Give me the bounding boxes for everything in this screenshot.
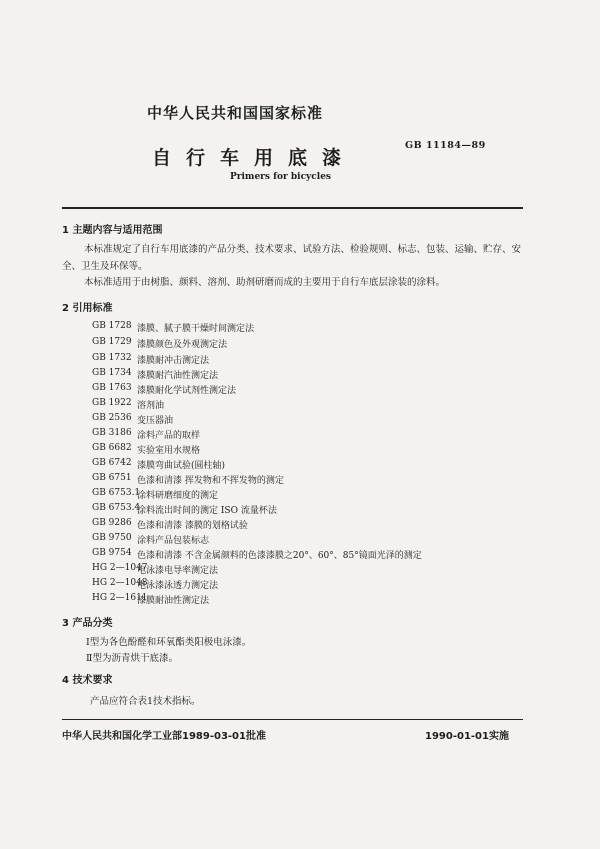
reference-code: GB 1728 xyxy=(92,321,132,331)
section-4-text: 产品应符合表1技术指标。 xyxy=(90,696,201,707)
reference-title: 涂料产品包装标志 xyxy=(137,536,210,546)
reference-title: 涂料产品的取样 xyxy=(137,431,201,441)
reference-title: 漆膜耐化学试剂性测定法 xyxy=(137,386,237,396)
document-title-english: Primers for bicycles xyxy=(230,172,331,182)
reference-code: GB 1922 xyxy=(92,398,132,408)
reference-code: GB 9750 xyxy=(92,533,132,543)
reference-title: 漆膜耐冲击测定法 xyxy=(137,356,210,366)
reference-title: 色漆和清漆 漆膜的划格试验 xyxy=(137,521,248,531)
reference-code: GB 3186 xyxy=(92,428,132,438)
reference-code: GB 6742 xyxy=(92,458,132,468)
effective-date: 1990-01-01实施 xyxy=(425,731,509,742)
reference-title: 漆膜弯曲试验(圆柱轴) xyxy=(137,461,226,471)
national-standard-label: 中华人民共和国国家标准 xyxy=(147,104,324,122)
reference-title: 电泳漆电导率测定法 xyxy=(137,566,219,576)
reference-code: GB 1734 xyxy=(92,368,132,378)
reference-code: HG 2—1611 xyxy=(92,593,148,603)
reference-title: 涂料研磨细度的测定 xyxy=(137,491,219,501)
header-rule xyxy=(62,207,523,209)
reference-code: GB 9754 xyxy=(92,548,132,558)
section-4-heading: 4 技术要求 xyxy=(62,675,113,686)
reference-title: 漆膜、腻子膜干燥时间测定法 xyxy=(137,324,255,334)
reference-title: 实验室用水规格 xyxy=(137,446,201,456)
reference-code: GB 6751 xyxy=(92,473,132,483)
reference-code: GB 9286 xyxy=(92,518,132,528)
document-title: 自行车用底漆 xyxy=(152,147,357,169)
reference-code: GB 2536 xyxy=(92,413,132,423)
section-1-heading: 1 主题内容与适用范围 xyxy=(62,225,163,236)
reference-code: GB 1729 xyxy=(92,337,132,347)
reference-title: 溶剂油 xyxy=(137,401,165,411)
reference-code: GB 6682 xyxy=(92,443,132,453)
reference-title: 色漆和清漆 不含金属颜料的色漆漆膜之20°、60°、85°镜面光泽的测定 xyxy=(137,551,422,561)
reference-title: 漆膜耐汽油性测定法 xyxy=(137,371,219,381)
reference-code: GB 1732 xyxy=(92,353,132,363)
footer-rule xyxy=(62,719,523,720)
reference-code: HG 2—1048 xyxy=(92,578,148,588)
section-1-paragraph-1-line-1: 本标准规定了自行车用底漆的产品分类、技术要求、试验方法、检验规则、标志、包装、运输、贮存、安 xyxy=(84,244,522,255)
reference-code: HG 2—1047 xyxy=(92,563,148,573)
section-2-heading: 2 引用标准 xyxy=(62,303,113,314)
reference-title: 电泳漆泳透力测定法 xyxy=(137,581,219,591)
issued-by: 中华人民共和国化学工业部1989-03-01批准 xyxy=(62,731,266,742)
reference-title: 涂料流出时间的测定 ISO 流量杯法 xyxy=(137,506,277,516)
section-3-type-2: Ⅱ型为沥青烘干底漆。 xyxy=(86,653,178,664)
section-1-paragraph-1-line-2: 全、卫生及环保等。 xyxy=(62,261,148,272)
reference-code: GB 1763 xyxy=(92,383,132,393)
reference-code: GB 6753.1 xyxy=(92,488,141,498)
section-1-paragraph-2: 本标准适用于由树脂、颜料、溶剂、助剂研磨而成的主要用于自行车底层涂装的涂料。 xyxy=(84,277,446,288)
standard-number: GB 11184—89 xyxy=(405,140,486,151)
section-3-type-1: Ⅰ型为各色酚醛和环氧酯类阳极电泳漆。 xyxy=(86,637,252,648)
reference-title: 漆膜颜色及外观测定法 xyxy=(137,340,228,350)
reference-code: GB 6753.4 xyxy=(92,503,141,513)
section-3-heading: 3 产品分类 xyxy=(62,618,113,629)
reference-title: 变压器油 xyxy=(137,416,174,426)
reference-title: 色漆和清漆 挥发物和不挥发物的测定 xyxy=(137,476,284,486)
reference-title: 漆膜耐油性测定法 xyxy=(137,596,210,606)
